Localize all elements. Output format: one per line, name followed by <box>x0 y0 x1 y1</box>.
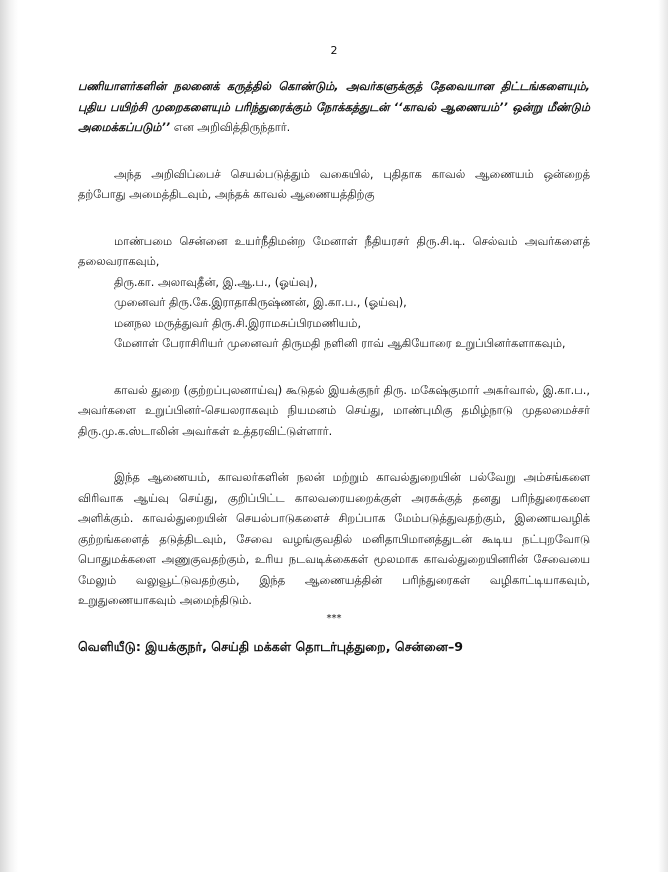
release-footer: வெளியீடு: இயக்குநர், செய்தி மக்கள் தொடர்புத்துறை, சென்னை–9 <box>78 638 464 654</box>
paragraph-commission-role: இந்த ஆணையம், காவலர்களின் நலன் மற்றும் காவல்துறையின் பல்வேறு அம்சங்களை விரிவாக ஆய்வு செய்து, குறிப்பிட்ட காலவரையறைக்குள் அரசுக்குத் தனது பரிந்துரைகளை அளிக்கும். காவல்துறையின் செயல்பாடுகளைச் சிறப்பாக மேம்படுத்துவதற்கும், இணையவழிக் குற்றங்களைத் தடுத்திடவும், சேவை வழங்குவதில் மனிதாபிமானத்துடன் கூடிய நட்புறவோடு பொதுமக்களை அணுகுவதற்கும், உரிய நடவடிக்கைகள் மூலமாக காவல்துறையினரின் சேவையை மேலும் வலுவூட்டுவதற்கும், இந்த ஆணையத்தின் பரிந்துரைகள் வழிகாட்டியாகவும், உறுதுணையாகவும் அமைந்திடும். <box>78 470 590 607</box>
spacer <box>78 205 590 231</box>
paragraph-announcement: அந்த அறிவிப்பைச் செயல்படுத்தும் வகையில், புதிதாக காவல் ஆணையம் ஒன்றைத் தற்போது அமைத்திடவும், அந்தக் காவல் ஆணையத்திற்கு <box>78 166 590 201</box>
member-line: முனைவர் திரு.கே.இராதாகிருஷ்ணன், இ.கா.ப., (ஓய்வு), <box>114 295 407 309</box>
paragraph-member-last: மேனாள் பேராசிரியர் முனைவர் திருமதி நளினி ராவ் ஆகியோரை உறுப்பினர்களாகவும், <box>114 336 566 350</box>
page-number: 2 <box>330 44 338 57</box>
spacer <box>78 138 590 164</box>
paragraph-intro-quote: பணியாளர்களின் நலனைக் கருத்தில் கொண்டும், அவர்களுக்குத் தேவையான திட்டங்களையும், புதிய பயிற்சி முறைகளையும் பரிந்துரைக்கும் நோக்கத்துடன் ‘‘காவல் ஆணையம்’’ ஒன்று மீண்டும் அமைக்கப்படும்’’ <box>78 79 590 134</box>
section-separator: *** <box>326 612 342 624</box>
paragraph-secretary: காவல் துறை (குற்றப்புலனாய்வு) கூடுதல் இயக்குநர் திரு. மகேஷ்குமார் அகர்வால், இ.கா.ப., அவர்களை உறுப்பினர்-செயலராகவும் நியமனம் செய்து, மாண்புமிகு தமிழ்நாடு முதலமைச்சர் திரு.மு.க.ஸ்டாலின் அவர்கள் உத்தரவிட்டுள்ளார். <box>78 382 590 438</box>
scan-page-edge-right <box>658 0 668 872</box>
paragraph-intro <box>78 76 590 138</box>
document-body <box>78 76 590 657</box>
scan-page-edge-left <box>0 0 18 872</box>
paragraph-intro-tail: என அறிவித்திருந்தார். <box>170 120 291 134</box>
spacer <box>78 354 590 380</box>
member-line: மனநல மருத்துவர் திரு.சி.இராமசுப்பிரமணியம், <box>114 315 362 330</box>
member-line: திரு.கா. அலாவுதீன், இ.ஆ.ப., (ஓய்வு), <box>114 274 318 289</box>
paragraph-chairman: மாண்பமை சென்னை உயர்நீதிமன்ற மேனாள் நீதியரசர் திரு.சி.டி. செல்வம் அவர்களைத் தலைவராகவும், <box>78 233 590 268</box>
spacer <box>78 441 590 467</box>
